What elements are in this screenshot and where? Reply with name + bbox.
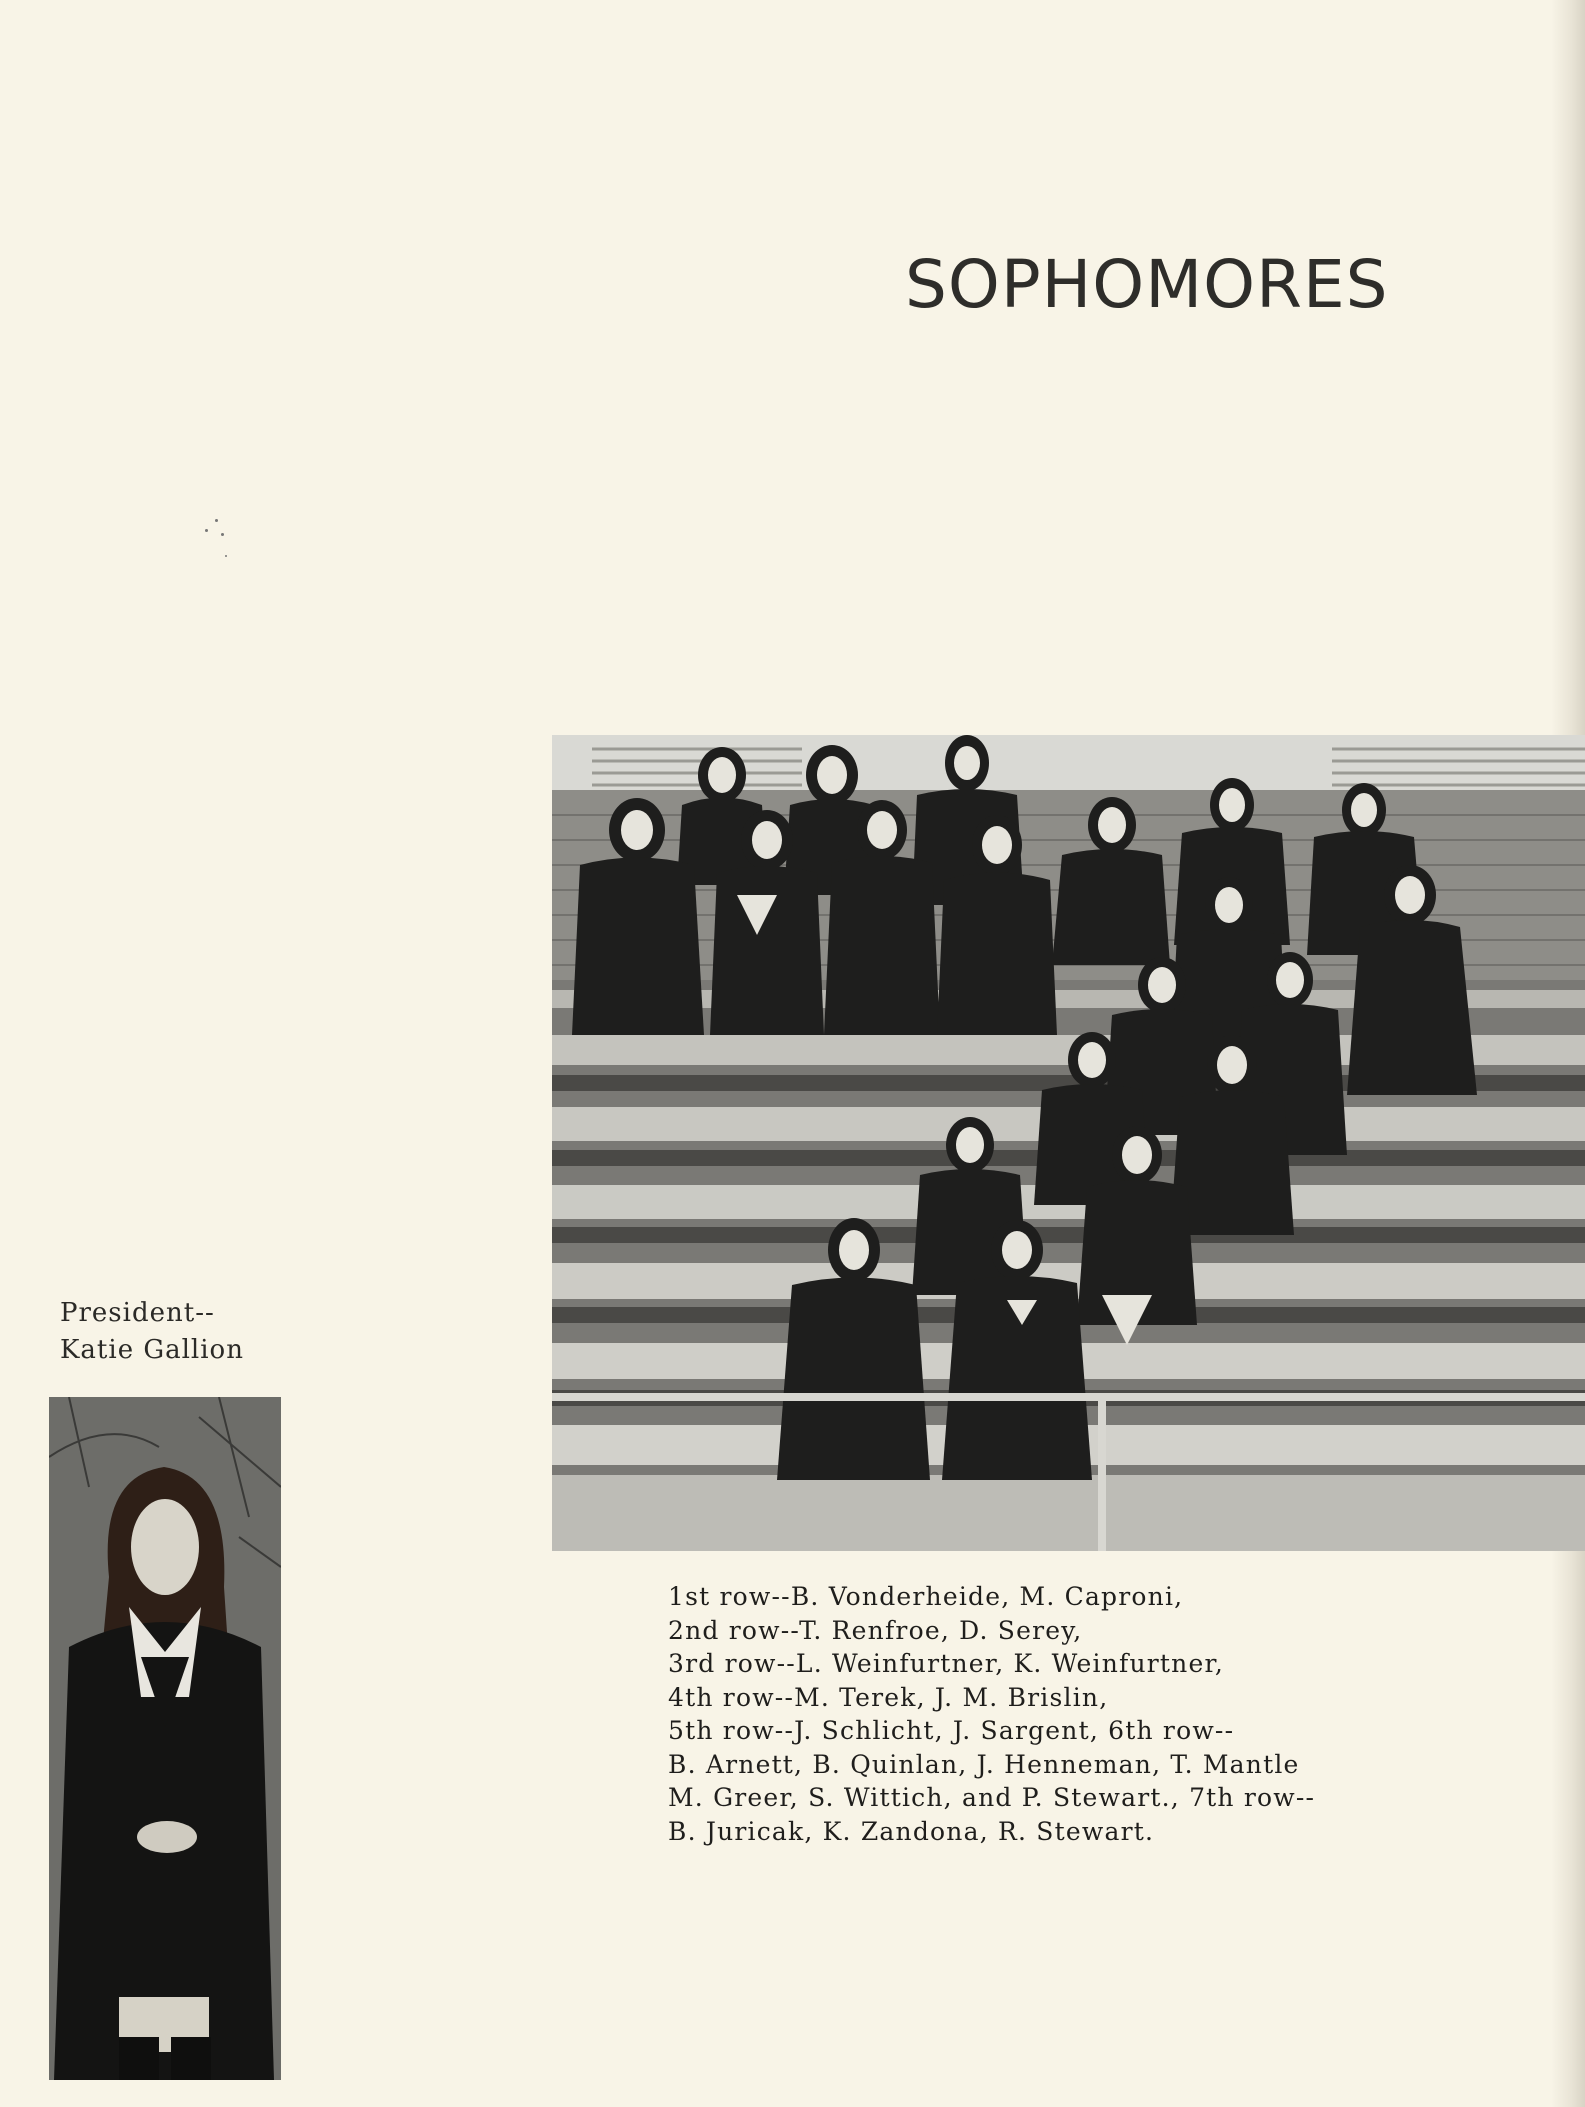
president-caption	[60, 1295, 244, 1369]
roster-line: B. Arnett, B. Quinlan, J. Henneman, T. Mantle	[668, 1749, 1300, 1779]
roster-line: 2nd row--T. Renfroe, D. Serey,	[668, 1615, 1083, 1645]
roster-line: M. Greer, S. Wittich, and P. Stewart., 7th row--	[668, 1783, 1316, 1812]
president-name: Katie Gallion	[60, 1335, 244, 1365]
roster-line: 1st row--B. Vonderheide, M. Caproni,	[668, 1582, 1184, 1611]
group-photo	[552, 735, 1585, 1551]
roster-line: 4th row--M. Terek, J. M. Brislin,	[668, 1682, 1109, 1712]
president-portrait	[49, 1397, 281, 2080]
roster-line: 3rd row--L. Weinfurtner, K. Weinfurtner,	[668, 1649, 1225, 1678]
roster-line: B. Juricak, K. Zandona, R. Stewart.	[668, 1816, 1155, 1846]
roster-line: 5th row--J. Schlicht, J. Sargent, 6th row--	[668, 1716, 1235, 1745]
president-title: President--	[60, 1298, 215, 1328]
page-title: SOPHOMORES	[905, 246, 1389, 323]
roster-caption	[668, 1580, 1448, 1848]
paper-specks	[195, 515, 235, 575]
